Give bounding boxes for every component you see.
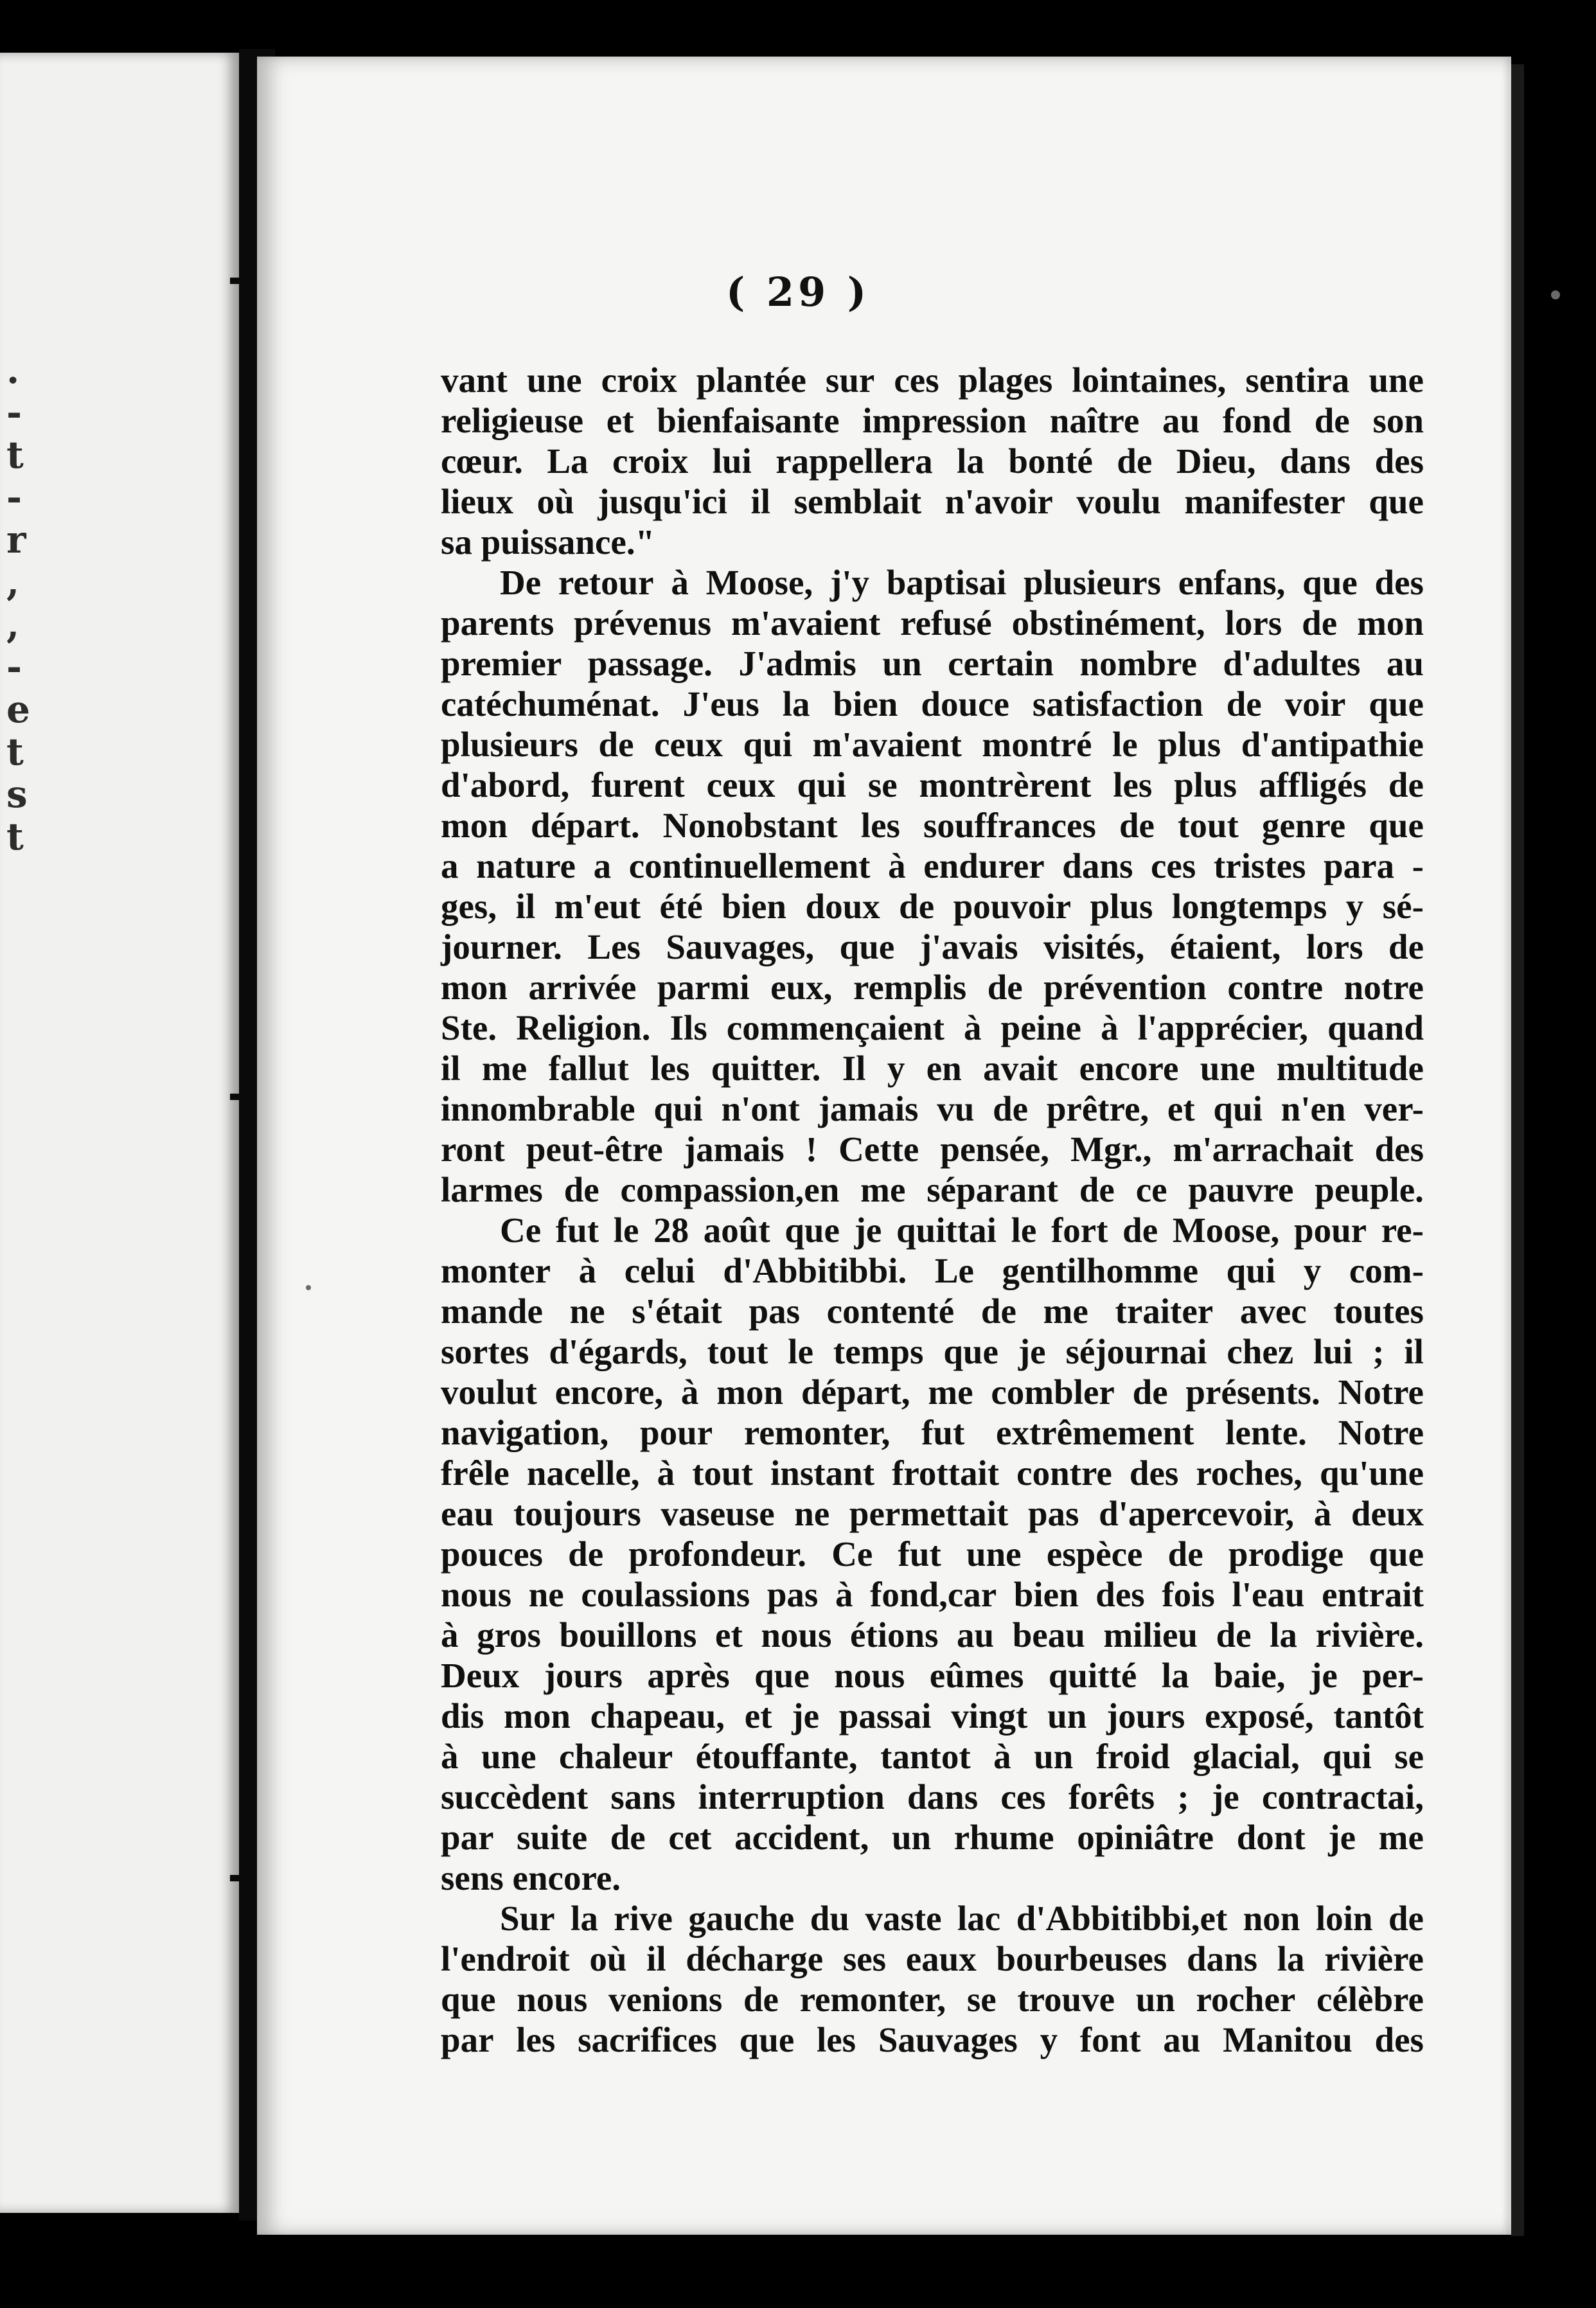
text-line: larmes de compassion,en me séparant de ce pauvre peuple. — [441, 1170, 1424, 1209]
text-line: monter à celui d'Abbitibbi. Le gentilhomme qui y com- — [441, 1251, 1424, 1290]
left-page-fragment: . — [6, 348, 20, 392]
text-line: a nature a continuellement à endurer dans ces tristes para - — [441, 846, 1424, 885]
margin-speck — [306, 1285, 311, 1290]
text-line: Ce fut le 28 août que je quittai le fort de Moose, pour re- — [500, 1211, 1424, 1250]
left-page-fragment: , — [6, 560, 20, 604]
text-line: lieux où jusqu'ici il semblait n'avoir voulu manifester que — [441, 482, 1424, 521]
text-line: premier passage. J'admis un certain nombre d'adultes au — [441, 644, 1424, 683]
left-page-fragment: e — [6, 688, 30, 731]
left-page-fragment: t — [6, 433, 24, 477]
text-line: De retour à Moose, j'y baptisai plusieurs enfans, que des — [500, 563, 1424, 602]
text-line: ront peut-être jamais ! Cette pensée, Mgr., m'arrachait des — [441, 1130, 1424, 1169]
text-line: voulut encore, à mon départ, me combler de présents. Notre — [441, 1372, 1424, 1412]
text-line: Sur la rive gauche du vaste lac d'Abbitibbi,et non loin de — [500, 1899, 1424, 1938]
text-line: par les sacrifices que les Sauvages y font au Manitou des — [441, 2020, 1424, 2059]
text-line: vant une croix plantée sur ces plages lointaines, sentira une — [441, 360, 1424, 400]
text-line: Ste. Religion. Ils commençaient à peine à l'apprécier, quand — [441, 1008, 1424, 1047]
text-line: l'endroit où il décharge ses eaux bourbeuses dans la rivière — [441, 1939, 1424, 1978]
left-page-fragment: s — [6, 772, 28, 816]
body-text — [441, 360, 1424, 2060]
text-line: sa puissance." — [441, 522, 655, 562]
left-page-text-fragments — [0, 53, 239, 2213]
text-line: sortes d'égards, tout le temps que je séjournai chez lui ; il — [441, 1332, 1424, 1371]
text-line: frêle nacelle, à tout instant frottait contre des roches, qu'une — [441, 1453, 1424, 1493]
text-line: dis mon chapeau, et je passai vingt un jours exposé, tantôt — [441, 1696, 1424, 1735]
left-page-fragment: - — [6, 645, 22, 689]
text-line: d'abord, furent ceux qui se montrèrent les plus affligés de — [441, 765, 1424, 804]
left-page-fragment: - — [6, 475, 22, 519]
text-line: catéchuménat. J'eus la bien douce satisfaction de voir que — [441, 684, 1424, 723]
page-number: ( 29 ) — [725, 269, 871, 315]
text-line: nous ne coulassions pas à fond,car bien des fois l'eau entrait — [441, 1575, 1424, 1614]
text-line: mon départ. Nonobstant les souffrances de tout genre que — [441, 806, 1424, 845]
text-line: sens encore. — [441, 1858, 621, 1897]
text-line: pouces de profondeur. Ce fut une espèce de prodige que — [441, 1534, 1424, 1574]
text-line: succèdent sans interruption dans ces forêts ; je contractai, — [441, 1777, 1424, 1816]
text-line: mande ne s'était pas contenté de me traiter avec toutes — [441, 1292, 1424, 1331]
text-line: journer. Les Sauvages, que j'avais visités, étaient, lors de — [441, 927, 1424, 966]
text-line: mon arrivée parmi eux, remplis de prévention contre notre — [441, 968, 1424, 1007]
text-line: ges, il m'eut été bien doux de pouvoir plus longtemps y sé- — [441, 887, 1424, 926]
gutter-mark — [230, 1875, 248, 1881]
text-line: Deux jours après que nous eûmes quitté la baie, je per- — [441, 1656, 1424, 1695]
text-line: il me fallut les quitter. Il y en avait encore une multitude — [441, 1049, 1424, 1088]
text-line: à gros bouillons et nous étions au beau milieu de la rivière. — [441, 1615, 1424, 1655]
page-edge-shadow — [1511, 64, 1524, 2236]
text-line: à une chaleur étouffante, tantot à un froid glacial, qui se — [441, 1737, 1424, 1776]
left-page-fragment: t — [6, 815, 24, 858]
text-line: plusieurs de ceux qui m'avaient montré le plus d'antipathie — [441, 725, 1424, 764]
left-page-fragment: , — [6, 603, 20, 646]
left-page-fragment: - — [6, 391, 22, 434]
text-line: parents prévenus m'avaient refusé obstinément, lors de mon — [441, 603, 1424, 643]
left-page-fragment: r — [6, 518, 26, 562]
text-line: par suite de cet accident, un rhume opiniâtre dont je me — [441, 1818, 1424, 1857]
left-page-fragment: t — [6, 730, 24, 774]
text-line: cœur. La croix lui rappellera la bonté de Dieu, dans des — [441, 441, 1424, 481]
text-line: religieuse et bienfaisante impression naître au fond de son — [441, 401, 1424, 440]
gutter-mark — [230, 1094, 248, 1100]
text-line: innombrable qui n'ont jamais vu de prêtre, et qui n'en ver- — [441, 1089, 1424, 1128]
text-line: que nous venions de remonter, se trouve un rocher célèbre — [441, 1980, 1424, 2019]
text-line: eau toujours vaseuse ne permettait pas d'apercevoir, à deux — [441, 1494, 1424, 1533]
text-line: navigation, pour remonter, fut extrêmement lente. Notre — [441, 1413, 1424, 1452]
